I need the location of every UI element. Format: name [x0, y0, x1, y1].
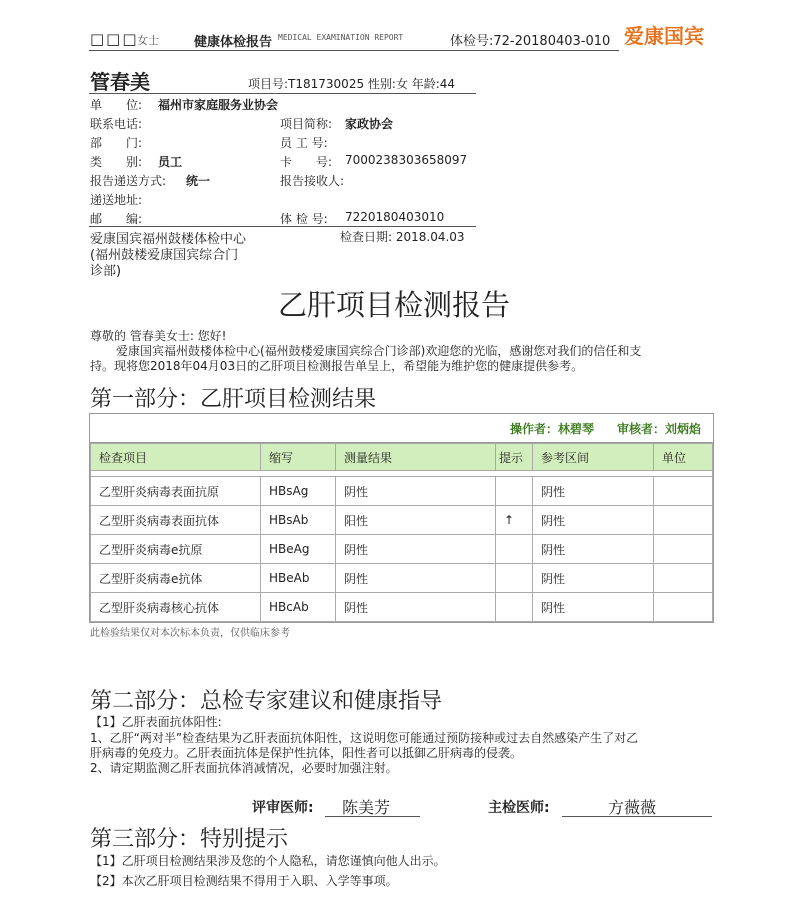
- column-header: 提示: [496, 444, 533, 471]
- column-header: 单位: [654, 444, 713, 471]
- cell-unit: [654, 593, 713, 622]
- examno-value: 7220180403010: [345, 210, 445, 224]
- cell-reference: 阴性: [533, 593, 654, 622]
- cell-hint: [496, 593, 533, 622]
- operator-label: 操作者：林碧琴: [510, 422, 595, 436]
- chief-signature-line: [562, 816, 712, 817]
- cell-hint: [496, 564, 533, 593]
- delivery-value: 统一: [186, 174, 211, 188]
- cell-result: 阴性: [336, 477, 496, 506]
- header-exam-number: 体检号:72-20180403-010: [450, 34, 611, 49]
- delivery-label: 报告递送方式:: [90, 174, 167, 188]
- table-row: [91, 593, 713, 622]
- header-divider: [89, 50, 619, 51]
- card-value: 7000238303658097: [345, 153, 468, 167]
- cell-result: 阳性: [336, 506, 496, 535]
- name-placeholder-boxes: □□□: [90, 30, 139, 48]
- advice-item-title: 【1】乙肝表面抗体阳性:: [90, 715, 222, 729]
- abbr-value: 家政协会: [345, 117, 394, 131]
- special-tip-2: 【2】本次乙肝项目检测结果不得用于入职、入学等事项。: [90, 874, 398, 888]
- column-header: 缩写: [261, 444, 336, 471]
- table-row: [91, 477, 713, 506]
- cell-abbr: HBsAb: [261, 506, 336, 535]
- report-header-title-en: MEDICAL EXAMINATION REPORT: [278, 33, 404, 42]
- category-value: 员工: [158, 155, 183, 169]
- check-date: 检查日期: 2018.04.03: [340, 230, 465, 244]
- advice-para2: 2、请定期监测乙肝表面抗体消减情况，必要时加强注射。: [90, 761, 398, 775]
- cell-item: 乙型肝炎病毒e抗原: [91, 535, 261, 564]
- reviewer-label: 审核者：刘炳焰: [617, 422, 702, 436]
- cell-hint: [496, 477, 533, 506]
- project-line: 项目号:T181730025 性别:女 年龄:44: [248, 77, 456, 91]
- result-table: [89, 413, 714, 623]
- reviewer-doctor-signature: 陈美芳: [342, 798, 391, 817]
- cell-reference: 阴性: [533, 506, 654, 535]
- postcode-label: 邮 编:: [90, 212, 143, 226]
- report-header-title: 健康体检报告: [194, 35, 273, 50]
- center-name-line1: 爱康国宾福州鼓楼体检中心: [90, 232, 247, 247]
- intro-line2: 持。现将您2018年04月03日的乙肝项目检测报告单呈上，希望能为维护您的健康提供参考。: [90, 359, 584, 373]
- title-suffix: 女士: [137, 34, 159, 47]
- reviewer-doctor-label: 评审医师:: [252, 800, 314, 816]
- unit-label: 单 位:: [90, 98, 143, 112]
- examno-label: 体 检 号:: [280, 212, 328, 226]
- cell-item: 乙型肝炎病毒核心抗体: [91, 593, 261, 622]
- center-name-line3: 诊部): [90, 264, 122, 279]
- column-header: 测量结果: [336, 444, 496, 471]
- receiver-label: 报告接收人:: [280, 174, 345, 188]
- part1-title: 第一部分：乙肝项目检测结果: [90, 387, 377, 412]
- column-header: 检查项目: [91, 444, 261, 471]
- cell-unit: [654, 477, 713, 506]
- chief-doctor-label: 主检医师:: [488, 800, 550, 816]
- cell-result: 阴性: [336, 564, 496, 593]
- cell-item: 乙型肝炎病毒表面抗原: [91, 477, 261, 506]
- reviewer-signature-line: [325, 816, 420, 817]
- advice-para1-line1: 1、乙肝“两对半”检查结果为乙肝表面抗体阳性，这说明您可能通过预防接种或过去自然感染产生了对乙: [90, 731, 639, 745]
- category-label: 类 别:: [90, 155, 143, 169]
- cell-reference: 阴性: [533, 535, 654, 564]
- greeting: 尊敬的 管春美女士: 您好!: [90, 329, 227, 343]
- table-signoff-bar: [90, 414, 713, 443]
- cell-abbr: HBeAg: [261, 535, 336, 564]
- part2-title: 第二部分：总检专家建议和健康指导: [90, 689, 443, 714]
- cell-unit: [654, 506, 713, 535]
- table-footnote: 此检验结果仅对本次标本负责，仅供临床参考: [90, 628, 290, 639]
- cell-reference: 阴性: [533, 477, 654, 506]
- column-header: 参考区间: [533, 444, 654, 471]
- table-row: [91, 535, 713, 564]
- table-row: [91, 506, 713, 535]
- table-header-row: [91, 444, 713, 471]
- cell-hint: [496, 535, 533, 564]
- info-divider-top: [89, 93, 476, 94]
- cell-abbr: HBeAb: [261, 564, 336, 593]
- table-row: [91, 564, 713, 593]
- chief-doctor-signature: 方薇薇: [608, 798, 657, 817]
- address-label: 递送地址:: [90, 193, 143, 207]
- part3-title: 第三部分：特别提示: [90, 827, 289, 852]
- advice-para1-line2: 肝病毒的免疫力。乙肝表面抗体是保护性抗体，阳性者可以抵御乙肝病毒的侵袭。: [90, 746, 523, 760]
- phone-label: 联系电话:: [90, 117, 143, 131]
- cell-reference: 阴性: [533, 564, 654, 593]
- cell-item: 乙型肝炎病毒e抗体: [91, 564, 261, 593]
- report-title: 乙肝项目检测报告: [277, 288, 510, 322]
- staffno-label: 员 工 号:: [280, 136, 328, 150]
- cell-abbr: HBsAg: [261, 477, 336, 506]
- cell-unit: [654, 535, 713, 564]
- brand-logo: 爱康国宾: [624, 24, 704, 48]
- cell-result: 阴性: [336, 593, 496, 622]
- cell-item: 乙型肝炎病毒表面抗体: [91, 506, 261, 535]
- intro-line1: 爱康国宾福州鼓楼体检中心(福州鼓楼爱康国宾综合门诊部)欢迎您的光临，感谢您对我们的信任和支: [116, 344, 642, 358]
- abbr-label: 项目简称:: [280, 117, 333, 131]
- unit-value: 福州市家庭服务业协会: [158, 98, 279, 112]
- center-name-line2: (福州鼓楼爱康国宾综合门: [90, 248, 239, 263]
- cell-abbr: HBcAb: [261, 593, 336, 622]
- dept-label: 部 门:: [90, 136, 143, 150]
- info-divider-bottom: [89, 226, 476, 227]
- patient-name: 管春美: [90, 70, 150, 94]
- cell-result: 阴性: [336, 535, 496, 564]
- cell-unit: [654, 564, 713, 593]
- cell-hint: ↑: [496, 506, 533, 535]
- special-tip-1: 【1】乙肝项目检测结果涉及您的个人隐私，请您谨慎向他人出示。: [90, 854, 446, 868]
- card-label: 卡 号:: [280, 155, 333, 169]
